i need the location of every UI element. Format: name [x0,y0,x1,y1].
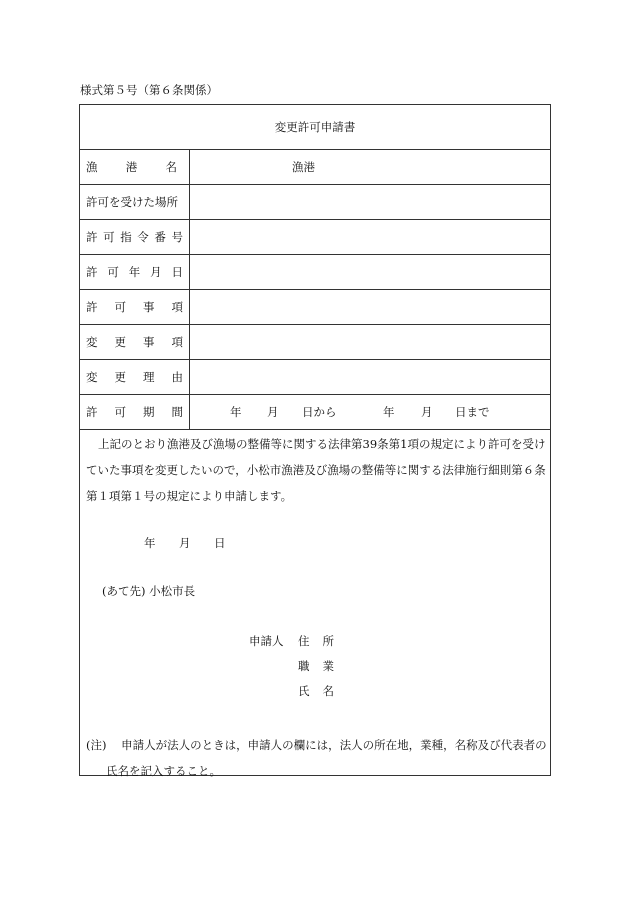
row-label: 許 可 事 項 [80,290,190,324]
row-permitted-matters [80,290,550,325]
changed-matters-field[interactable] [190,325,550,359]
row-permit-number [80,220,550,255]
permitted-place-field[interactable] [190,185,550,219]
row-label: 許 可 指 令 番 号 [80,220,190,254]
row-changed-matters [80,325,550,360]
note-mark: (注) [86,738,107,752]
port-name-field[interactable] [190,150,550,184]
port-name-suffix: 漁港 [292,160,315,174]
applicant-label: 申請人 [249,634,284,648]
row-port-name [80,150,550,185]
row-label: 変 更 事 項 [80,325,190,359]
applicant-name: 氏 名 [298,684,334,698]
application-form [79,104,551,776]
period-to-year: 年 [383,405,395,419]
period-to-day: 日まで [455,405,490,419]
period-from-year: 年 [230,405,242,419]
date-year: 年 [144,536,156,550]
addressee: (あて先) 小松市長 [102,584,196,598]
permit-period-field[interactable] [190,395,550,429]
date-day: 日 [214,536,226,550]
permit-number-field[interactable] [190,220,550,254]
row-permit-period [80,395,550,430]
row-label: 許 可 年 月 日 [80,255,190,289]
permitted-matters-field[interactable] [190,290,550,324]
form-number: 様式第５号（第６条関係） [80,83,218,97]
row-label: 許可を受けた場所 [80,185,190,219]
row-permitted-place [80,185,550,220]
application-statement: 上記のとおり漁港及び漁場の整備等に関する法律第39条第1項の規定により許可を受け ていた事項を変更したいので，小松市漁港及び漁場の整備等に関する法律施行細則第６条 第１項第１号の規定により申請します。 [86,437,546,503]
period-to-month: 月 [421,405,433,419]
row-label: 変 更 理 由 [80,360,190,394]
row-label: 許 可 期 間 [80,395,190,429]
date-month: 月 [179,536,191,550]
applicant-occupation: 職 業 [298,659,334,673]
note: (注) 申請人が法人のときは，申請人の欄には，法人の所在地，業種，名称及び代表者の 氏名を記入すること。 [86,738,547,778]
form-title: 変更許可申請書 [80,105,550,150]
period-from-day: 日から [302,405,337,419]
period-from-month: 月 [267,405,279,419]
change-reason-field[interactable] [190,360,550,394]
permit-date-field[interactable] [190,255,550,289]
row-change-reason [80,360,550,395]
row-label: 漁 港 名 [80,150,190,184]
applicant-address: 住 所 [298,634,334,648]
row-permit-date [80,255,550,290]
